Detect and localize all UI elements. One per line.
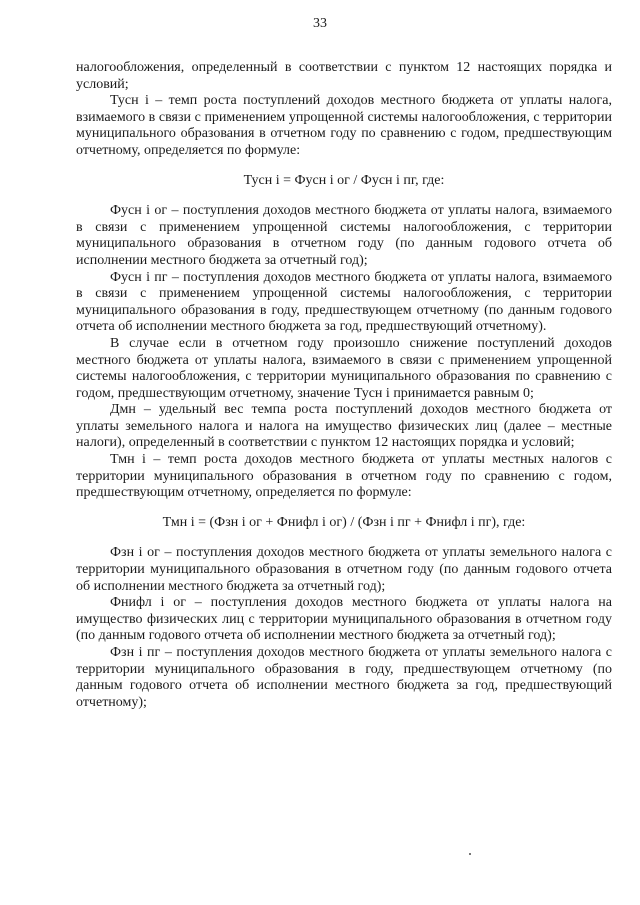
formula-tmn: Тмн i = (Фзн i ог + Фнифл i ог) / (Фзн i пг + Фнифл i пг), где: bbox=[162, 514, 526, 530]
paragraph-continuation: налогообложения, определенный в соответствии с пунктом 12 настоящих порядка и условий; bbox=[76, 60, 612, 92]
paragraph-tmn-definition: Тмн i – темп роста доходов местного бюджета от уплаты местных налогов с территории муниципального образования в отчетном году по сравнению с годом, предшествующим отчетному, определяется по формуле: bbox=[76, 452, 612, 501]
page-number: 33 bbox=[313, 16, 327, 31]
paragraph-dmn: Дмн – удельный вес темпа роста поступлений доходов местного бюджета от уплаты земельного налога и налога на имущество физических лиц (далее – местные налоги), определенный в соответствии с пунктом 12 настоящих порядка и условий; bbox=[76, 402, 612, 451]
formula-tusn: Тусн i = Фусн i ог / Фусн i пг, где: bbox=[243, 172, 445, 188]
paragraph-fusn-og: Фусн i ог – поступления доходов местного бюджета от уплаты налога, взимаемого в связи с применением упрощенной системы налогообложения, с территории муниципального образования в отчетном году (по данным годового отчета об исполнении местного бюджета за отчетный год); bbox=[76, 203, 612, 268]
paragraph-fzn-pg: Фзн i пг – поступления доходов местного бюджета от уплаты земельного налога с территории муниципального образования в году, предшествующем отчетному (по данным годового отчета об исполнении местного бюджета за год, предшествующий отчетному); bbox=[76, 645, 612, 710]
paragraph-fnifl-og: Фнифл i ог – поступления доходов местного бюджета от уплаты налога на имущество физических лиц с территории муниципального образования в отчетном году (по данным годового отчета об исполнении местного бюджета за отчетный год); bbox=[76, 595, 612, 644]
scan-speck bbox=[469, 853, 471, 855]
paragraph-decrease-case: В случае если в отчетном году произошло снижение поступлений доходов местного бюджета от уплаты налога, взимаемого в связи с применением упрощенной системы налогообложения, с территории муниципального образования по сравнению с годом, предшествующим отчетному, значение Тусн i принимается равным 0; bbox=[76, 335, 612, 401]
paragraph-fusn-pg: Фусн i пг – поступления доходов местного бюджета от уплаты налога, взимаемого в связи с применением упрощенной системы налогообложения, с территории муниципального образования в году, предшествующем отчетному (по данным годового отчета об исполнении местного бюджета за год, предшествующий отчетному). bbox=[76, 269, 612, 335]
paragraph-tusn-definition: Тусн i – темп роста поступлений доходов местного бюджета от уплаты налога, взимаемого в связи с применением упрощенной системы налогообложения, с территории муниципального образования в отчетном году по сравнению с годом, предшествующим отчетному, определяется по формуле: bbox=[76, 93, 612, 158]
document-body bbox=[76, 60, 612, 711]
paragraph-fzn-og: Фзн i ог – поступления доходов местного бюджета от уплаты земельного налога с территории муниципального образования в отчетном году (по данным годового отчета об исполнении местного бюджета за отчетный год); bbox=[76, 545, 612, 594]
